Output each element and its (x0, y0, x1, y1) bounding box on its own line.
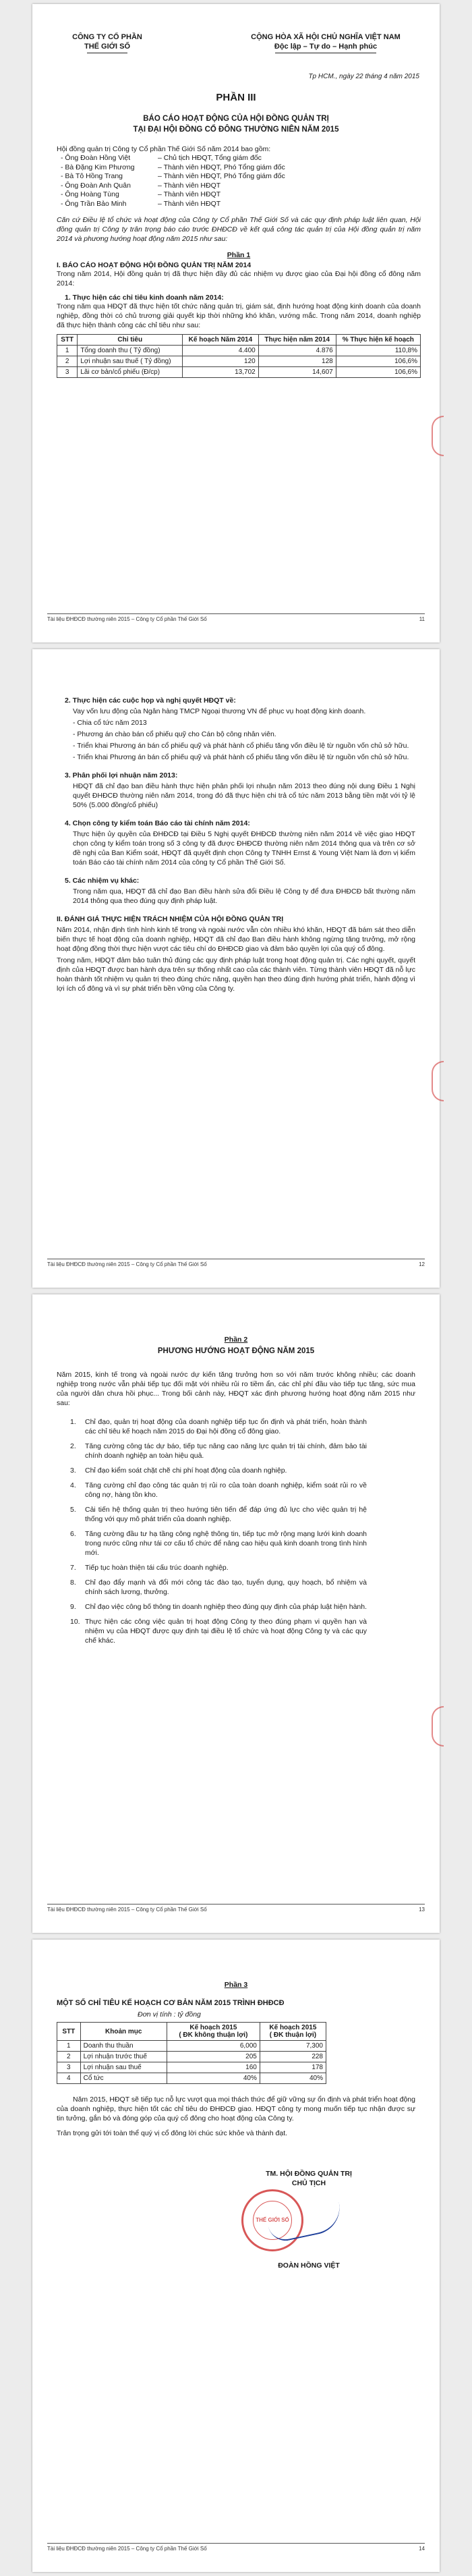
footer-text: Tài liệu ĐHĐCĐ thường niên 2015 – Công ty Cổ phần Thế Giới Số (47, 616, 207, 622)
table-cell: 3 (57, 367, 78, 378)
table-cell: 128 (258, 356, 336, 367)
item-line: Thực hiện ủy quyền của ĐHĐCĐ tại Điều 5 Nghị quyết ĐHĐCĐ thường niên năm 2014 về việc giao HĐQT chọn công ty kiểm toán trong số 3 công ty đã được ĐHĐCĐ thường niên năm 2014 thông qua và trên cơ sở đề nghị của Ban Kiểm soát, HĐQT đã quyết định chọn Công ty TNHH Ernst & Young Việt Nam là đơn vị kiểm toán Báo cáo tài chính năm 2014 của công ty Cổ phần Thế Giới Số. (73, 830, 415, 867)
table-header-cell: Kế hoạch 2015 ( ĐK không thuận lợi) (167, 2023, 260, 2041)
table-cell: 4.876 (258, 346, 336, 356)
direction-title: PHƯƠNG HƯỚNG HOẠT ĐỘNG NĂM 2015 (157, 1347, 315, 1355)
table-row (57, 356, 421, 367)
direction-item (70, 1529, 367, 1558)
item-text: Cải tiến hệ thống quản trị theo hướng tiên tiến để đáp ứng đủ lực cho việc quản trị hệ thống với quy mô phát triển của doanh nghiệp. (85, 1506, 367, 1523)
seal-text: THẾ GIỚI SỐ (256, 2217, 289, 2223)
direction-list (57, 1417, 367, 1645)
page-number: 14 (419, 2546, 425, 2552)
table-cell: 7,300 (260, 2041, 326, 2052)
closing-paragraph: Năm 2015, HĐQT sẽ tiếp tục nỗ lực vượt qua mọi thách thức để giữ vững sự ổn định và phát triển hoạt động của doanh nghiệp, thực hiện tốt các chỉ tiêu do ĐHĐCĐ giao. HĐQT công ty mong muốn tiếp tục nhận được sự tin tưởng, gắn bó và đóng góp của quý cổ đông cho hoạt động của Công ty. (57, 2095, 415, 2122)
item-title: 3. Phân phối lợi nhuận năm 2013: (65, 771, 178, 779)
table-header-cell: % Thực hiện kế hoạch (336, 335, 420, 346)
table-row (57, 367, 421, 378)
item-text: Chỉ đạo kiểm soát chặt chẽ chi phí hoạt động của doanh nghiệp. (85, 1467, 287, 1475)
table-header-cell: Kế hoạch 2015 ( ĐK thuận lợi) (260, 2023, 326, 2041)
document-page-3 (32, 1294, 440, 1933)
footer-text: Tài liệu ĐHĐCĐ thường niên 2015 – Công ty Cổ phần Thế Giới Số (47, 1261, 207, 1267)
report-item (57, 819, 415, 867)
member-name: - Ông Trần Bảo Minh (61, 199, 127, 208)
table-header-cell: Chỉ tiêu (78, 335, 183, 346)
nation-motto: Độc lập – Tự do – Hạnh phúc (274, 43, 378, 51)
direction-item (70, 1578, 367, 1597)
table-header-cell: Thực hiện năm 2014 (258, 335, 336, 346)
table-cell: 160 (167, 2062, 260, 2073)
document-page-4 (32, 1940, 440, 2572)
national-header (228, 32, 423, 53)
item-line: - Triển khai Phương án bán cổ phiếu quỹ và phát hành cổ phiếu tăng vốn điều lệ từ nguồn vốn chủ sở hữu. (73, 753, 409, 761)
table-cell: 13,702 (183, 367, 259, 378)
table-header-cell: Khoản mục (80, 2023, 167, 2041)
table-header-cell: STT (57, 335, 78, 346)
direction-intro: Năm 2015, kinh tế trong và ngoài nước dự kiến tăng trưởng hơn so với năm trước không nhiều; các doanh nghiệp trong nước vẫn phải tiếp tục đối mặt với nhiều rủi ro tiềm ẩn, các chỉ phí đầu vào tiếp tục tăng, sức mua của người dân chưa hồi phục... Trong bối cảnh này, HĐQT xác định phương hướng hoạt động năm 2015 như sau: (57, 1371, 415, 1407)
direction-item (70, 1481, 367, 1500)
intro-paragraph: Căn cứ Điều lệ tổ chức và hoạt động của Công ty Cổ phần Thế Giới Số và các quy định pháp luật liên quan, Hội đồng quản trị Công ty trân trọng báo cáo trước ĐHĐCĐ về kết quả công tác quản trị của Hội đồng quản trị năm 2014 và phương hướng hoạt động năm 2015 như sau: (57, 216, 421, 243)
page-number: 12 (419, 1261, 425, 1267)
item-text: Thực hiện các công việc quản trị hoạt động Công ty theo đúng phạm vi quyền hạn và nhiệm vụ của HĐQT được quy định tại điều lệ tổ chức và hoạt động Công ty và các quy chế khác. (85, 1618, 367, 1645)
table-cell: 110,8% (336, 346, 420, 356)
table-header-cell: Kế hoạch Năm 2014 (183, 335, 259, 346)
table-cell: 4 (57, 2073, 81, 2084)
table-cell: 106,6% (336, 356, 420, 367)
table-cell: 106,6% (336, 367, 420, 378)
table-cell: Lợi nhuận sau thuế (80, 2062, 167, 2073)
direction-item (70, 1602, 367, 1612)
table-row (57, 2052, 326, 2062)
chapter-1-heading: Phần 1 (227, 251, 251, 259)
table-cell: 40% (260, 2073, 326, 2084)
table-cell: 178 (260, 2062, 326, 2073)
table-cell: 40% (167, 2073, 260, 2084)
table-cell: 6,000 (167, 2041, 260, 2052)
part-heading: PHẦN III (216, 92, 256, 103)
table-cell: 120 (183, 356, 259, 367)
document-page-1 (32, 4, 440, 642)
table-row (57, 2041, 326, 2052)
report-item (57, 696, 415, 762)
chapter-3-heading: Phần 3 (224, 1981, 248, 1989)
member-row (57, 190, 421, 200)
table-cell: Lợi nhuận sau thuế ( Tỷ đồng) (78, 356, 183, 367)
member-row (57, 163, 421, 173)
item-number: 10. (70, 1618, 80, 1626)
direction-item (70, 1563, 367, 1572)
chapter-2-heading: Phần 2 (224, 1336, 248, 1344)
member-role: – Thành viên HĐQT, Phó Tổng giám đốc (158, 163, 285, 171)
member-row (57, 182, 421, 191)
direction-item (70, 1417, 367, 1436)
item-line: Trong năm qua, HĐQT đã chỉ đạo Ban điều hành sửa đổi Điều lệ Công ty để đưa ĐHĐCĐ bất thường năm 2014 thông qua theo đúng quy định pháp luật. (73, 887, 415, 905)
table-cell: Doanh thu thuần (80, 2041, 167, 2052)
direction-item (70, 1617, 367, 1645)
direction-item (70, 1505, 367, 1524)
table-cell: Lãi cơ bản/cổ phiếu (Đ/cp) (78, 367, 183, 378)
page-edge-stamp (432, 1061, 444, 1101)
item-number: 6. (70, 1530, 76, 1538)
item-title: 5. Các nhiệm vụ khác: (65, 877, 140, 885)
item-line: - Triển khai Phương án bán cổ phiếu quỹ và phát hành cổ phiếu tăng vốn điều lệ từ nguồn vốn chủ sở hữu. (73, 742, 409, 750)
item-number: 3. (70, 1467, 76, 1475)
member-name: - Ông Đoàn Hồng Việt (61, 154, 131, 162)
item-text: Chỉ đạo, quản trị hoạt động của doanh nghiệp tiếp tục ổn định và phát triển, hoàn thành các chỉ tiêu kế hoạch năm 2015 do Đại hội đồng cổ đông giao. (85, 1418, 367, 1435)
member-list (57, 154, 421, 209)
sub-section-1-paragraph: Trong năm qua HĐQT đã thực hiện tốt chức năng quản trị, giám sát, định hướng hoạt động kinh doanh của doanh nghiệp, đồng thời có chủ trương giải quyết kịp thời những khó khăn, vướng mắc. Trong năm 2014, doanh nghiệp đã thực hiện thành công các chỉ tiêu như sau: (57, 302, 421, 329)
item-number: 5. (70, 1506, 76, 1514)
document-date: Tp HCM., ngày 22 tháng 4 năm 2015 (308, 73, 419, 80)
table-cell: 2 (57, 356, 78, 367)
page-footer (47, 613, 425, 622)
item-number: 9. (70, 1603, 76, 1611)
member-role: – Thành viên HĐQT (158, 181, 221, 190)
direction-item (70, 1442, 367, 1460)
member-role: – Thành viên HĐQT (158, 199, 221, 208)
table-row (57, 346, 421, 356)
item-line: Trong năm, HĐQT đảm bảo tuân thủ đúng các quy định pháp luật trong hoạt động quản trị. Các nghị quyết, quyết định của HĐQT được ban hành dựa trên sự thống nhất cao của các thành viên. Từng thành viên HĐQT đã nỗ lực hoàn thành tốt nhiệm vụ quản trị theo đúng chức năng, quyền hạn theo đúng định hướng phát triển, hành động vì lợi ích cổ đông và vì sự phát triển bền vững của Công ty. (57, 956, 415, 993)
table-cell: 3 (57, 2062, 81, 2073)
item-text: Tiếp tục hoàn thiện tái cấu trúc doanh nghiệp. (85, 1564, 229, 1572)
table-cell: 1 (57, 346, 78, 356)
member-row (57, 200, 421, 209)
page-edge-stamp (432, 416, 444, 456)
table-cell: Cổ tức (80, 2073, 167, 2084)
signature-block (228, 2169, 390, 2188)
item-line: HĐQT đã chỉ đạo ban điều hành thực hiện phân phối lợi nhuận năm 2013 theo đúng nội dung Điều 1 Nghị quyết ĐHĐCĐ thường niên năm 2014, trong đó đã thực hiện chi trả cổ tức năm 2013 bằng tiền mặt với tỷ lệ 50% (5.000 đồng/cổ phiếu) (73, 782, 415, 809)
page-number: 11 (419, 616, 425, 622)
results-table (57, 334, 421, 378)
member-row (57, 154, 421, 163)
item-text: Tăng cường công tác dự báo, tiếp tục nâng cao năng lực quản trị tài chính, đảm bảo tài chính doanh nghiệp an toàn hiệu quả. (85, 1442, 367, 1460)
member-name: - Bà Đặng Kim Phương (61, 163, 135, 171)
item-number: 8. (70, 1579, 76, 1587)
page-footer (47, 2543, 425, 2552)
report-item (57, 877, 415, 906)
page-number: 13 (419, 1907, 425, 1913)
item-number: 2. (70, 1442, 76, 1450)
section-1-title: I. BÁO CÁO HOẠT ĐỘNG HỘI ĐỒNG QUẢN TRỊ NĂM 2014 (57, 261, 252, 269)
signer-name: ĐOÀN HỒNG VIỆT (278, 2262, 340, 2270)
sub-section-1-title: 1. Thực hiện các chỉ tiêu kinh doanh năm 2014: (65, 294, 224, 302)
company-name: CÔNG TY CỔ PHẦN THẾ GIỚI SỐ (57, 32, 158, 53)
closing-wish: Trân trọng gửi tới toàn thể quý vị cổ đông lời chúc sức khỏe và thành đạt. (57, 2129, 288, 2137)
members-intro: Hội đồng quản trị Công ty Cổ phần Thế Giới Số năm 2014 bao gồm: (57, 145, 271, 153)
report-item (57, 771, 415, 810)
footer-text: Tài liệu ĐHĐCĐ thường niên 2015 – Công ty Cổ phần Thế Giới Số (47, 1907, 207, 1913)
member-name: - Ông Hoàng Tùng (61, 190, 119, 198)
item-number: 7. (70, 1564, 76, 1572)
item-text: Chỉ đạo đẩy mạnh và đổi mới công tác đào tạo, tuyển dụng, quy hoạch, bổ nhiệm và chính sách lương, thưởng. (85, 1579, 367, 1596)
nation-name: CỘNG HÒA XÃ HỘI CHỦ NGHĨA VIỆT NAM (251, 33, 401, 41)
item-line: Vay vốn lưu động của Ngân hàng TMCP Ngoại thương VN để phục vụ hoạt động kinh doanh. (73, 707, 366, 715)
section-1-paragraph: Trong năm 2014, Hội đồng quản trị đã thực hiện đầy đủ các nhiệm vụ được giao của Đại hội đồng cổ đông năm 2014: (57, 270, 421, 287)
page-footer (47, 1259, 425, 1267)
table-cell: Lợi nhuận trước thuế (80, 2052, 167, 2062)
member-role: – Thành viên HĐQT, Phó Tổng giám đốc (158, 172, 285, 180)
page-footer (47, 1904, 425, 1913)
table-cell: 14,607 (258, 367, 336, 378)
plan-title: MỘT SỐ CHỈ TIÊU KẾ HOẠCH CƠ BẢN NĂM 2015 TRÌNH ĐHĐCĐ (57, 1999, 285, 2007)
sign-title: CHỦ TỊCH (291, 2179, 326, 2187)
page-4-content (57, 1980, 415, 2138)
page-2-content (57, 696, 415, 1003)
item-title: 4. Chọn công ty kiểm toán Báo cáo tài chính năm 2014: (65, 819, 250, 827)
item-text: Chỉ đạo việc công bố thông tin doanh nghiệp theo đúng quy định của pháp luật hiện hành. (85, 1603, 367, 1611)
table-row (57, 2073, 326, 2084)
page-3-content (57, 1335, 415, 1651)
item-line: - Phương án chào bán cổ phiếu quỹ cho Cán bộ công nhân viên. (73, 730, 276, 738)
member-role: – Chủ tịch HĐQT, Tổng giám đốc (158, 154, 262, 162)
member-role: – Thành viên HĐQT (158, 190, 221, 198)
member-name: - Ông Đoàn Anh Quân (61, 181, 131, 190)
table-row (57, 2062, 326, 2073)
footer-text: Tài liệu ĐHĐCĐ thường niên 2015 – Công ty Cổ phần Thế Giới Số (47, 2546, 207, 2552)
table-header-cell: STT (57, 2023, 81, 2041)
item-number: 1. (70, 1418, 76, 1426)
report-item (57, 915, 415, 993)
board-members (57, 144, 421, 378)
table-cell: 205 (167, 2052, 260, 2062)
direction-item (70, 1466, 367, 1475)
member-row (57, 172, 421, 182)
table-cell: 4.400 (183, 346, 259, 356)
sign-organization: TM. HỘI ĐỒNG QUẢN TRỊ (266, 2170, 352, 2178)
document-page-2 (32, 649, 440, 1288)
item-text: Tăng cường đầu tư hạ tầng công nghệ thông tin, tiếp tục mở rộng mạng lưới kinh doanh trong nước cũng như tái cơ cấu tổ chức để nâng cao hiệu quả kinh doanh trong tình hình mới. (85, 1530, 367, 1557)
table-cell: 1 (57, 2041, 81, 2052)
item-line: Năm 2014, nhận định tình hình kinh tế trong và ngoài nước vẫn còn nhiều khó khăn, HĐQT đã bám sát theo diễn biến thực tế hoạt động của doanh nghiệp, HĐQT đã chỉ đạo Ban điều hành không ngừng tăng trưởng, mở rộng hoạt động đồng thời thực hiện vượt các tiêu chí do ĐHĐCĐ giao và đảm bảo quyền lợi của quý cổ đông. (57, 926, 415, 953)
table-cell: Tổng doanh thu ( Tỷ đồng) (78, 346, 183, 356)
member-name: - Bà Tô Hồng Trang (61, 172, 123, 180)
item-number: 4. (70, 1481, 76, 1489)
unit-note: Đơn vị tính : tỷ đồng (138, 2010, 201, 2019)
item-text: Tăng cường chỉ đạo công tác quản trị rủi ro của toàn doanh nghiệp, kiểm soát rủi ro về công nợ, hàng tồn kho. (85, 1481, 367, 1499)
item-line: - Chia cổ tức năm 2013 (73, 719, 147, 727)
plan-table (57, 2022, 326, 2084)
item-title: 2. Thực hiện các cuộc họp và nghị quyết HĐQT về: (65, 696, 236, 705)
report-title: BÁO CÁO HOẠT ĐỘNG CỦA HỘI ĐỒNG QUẢN TRỊ TẠI ĐẠI HỘI ĐỒNG CỔ ĐÔNG THƯỜNG NIÊN NĂM 2015 (133, 115, 339, 134)
table-cell: 228 (260, 2052, 326, 2062)
item-title: II. ĐÁNH GIÁ THỰC HIỆN TRÁCH NHIỆM CỦA HỘI ĐỒNG QUẢN TRỊ (57, 915, 284, 923)
table-cell: 2 (57, 2052, 81, 2062)
page-edge-stamp (432, 1706, 444, 1747)
